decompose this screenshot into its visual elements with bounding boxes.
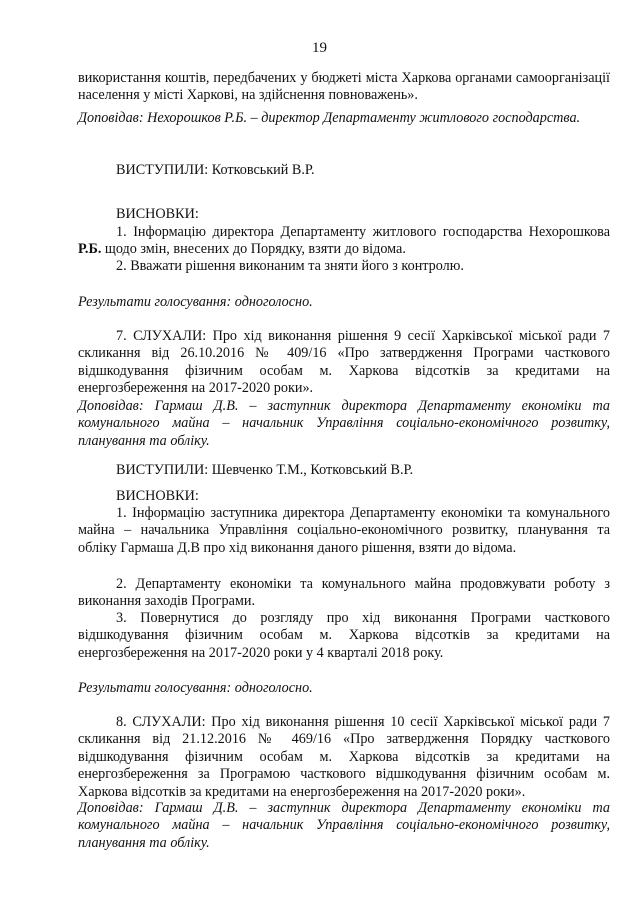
conclusion-text-end: щодо змін, внесених до Порядку, взяти до відома. bbox=[101, 241, 406, 258]
speakers-line: ВИСТУПИЛИ: Шевченко Т.М., Котковський В.Р. bbox=[116, 462, 414, 478]
conclusion-initials: Р.Б. bbox=[78, 241, 102, 258]
agenda-item-7: 7. СЛУХАЛИ: Про хід виконання рішення 9 сесії Харківської міської ради 7 скликання від 26.10.2016 № 409/16 «Про затвердження Програми часткового відшкодування фізичним особам м. Харкова відсотків за кредитами на енергозбереження на 2017-2020 роки». bbox=[78, 328, 610, 397]
reporter-line: Доповідав: Гармаш Д.В. – заступник директора Департаменту економіки та комунального майна – начальник Управління соціально-економічного розвитку, планування та обліку. bbox=[78, 398, 610, 449]
conclusions-heading: ВИСНОВКИ: bbox=[116, 488, 199, 504]
speakers-line: ВИСТУПИЛИ: Котковський В.Р. bbox=[116, 162, 315, 178]
conclusion-item: 3. Повернутися до розгляду про хід виконання Програми часткового відшкодування фізичним особам м. Харкова відсотків за кредитами на енергозбереження на 2017-2020 роки у 4 кварталі 2018 року. bbox=[78, 610, 610, 661]
conclusion-item: 1. Інформацію заступника директора Департаменту економіки та комунального майна – начальника Управління соціально-економічного розвитку, планування та обліку Гармаша Д.В про хід виконання даного рішення, взяти до відома. bbox=[78, 505, 610, 556]
continued-paragraph: використання коштів, передбачених у бюджеті міста Харкова органами самоорганізації населення у місті Харкові, на здійснення повноважень». bbox=[78, 70, 610, 104]
agenda-item-8: 8. СЛУХАЛИ: Про хід виконання рішення 10 сесії Харківської міської ради 7 скликання від 21.12.2016 № 469/16 «Про затвердження Порядку часткового відшкодування фізичним особам м. Харкова відсотків за кредитами на енергозбереження за Програмою часткового відшкодування фізичним особам м. Харкова відсотків за кредитами на енергозбереження на 2017-2020 роки». bbox=[78, 714, 610, 800]
conclusion-item bbox=[78, 224, 610, 259]
conclusion-item: 2. Вважати рішення виконаним та зняти його з контролю. bbox=[116, 258, 464, 274]
reporter-line: Доповідав: Нехорошков Р.Б. – директор Департаменту житлового господарства. bbox=[78, 110, 581, 126]
conclusion-item: 2. Департаменту економіки та комунального майна продовжувати роботу з виконання заходів Програми. bbox=[78, 576, 610, 610]
voting-result: Результати голосування: одноголосно. bbox=[78, 294, 313, 310]
voting-result: Результати голосування: одноголосно. bbox=[78, 680, 313, 696]
conclusions-heading: ВИСНОВКИ: bbox=[116, 206, 199, 222]
reporter-line: Доповідав: Гармаш Д.В. – заступник директора Департаменту економіки та комунального майна – начальник Управління соціально-економічного розвитку, планування та обліку. bbox=[78, 800, 610, 851]
page-number: 19 bbox=[312, 40, 327, 56]
conclusion-text: 1. Інформацію директора Департаменту житлового господарства Нехорошкова bbox=[116, 224, 610, 240]
